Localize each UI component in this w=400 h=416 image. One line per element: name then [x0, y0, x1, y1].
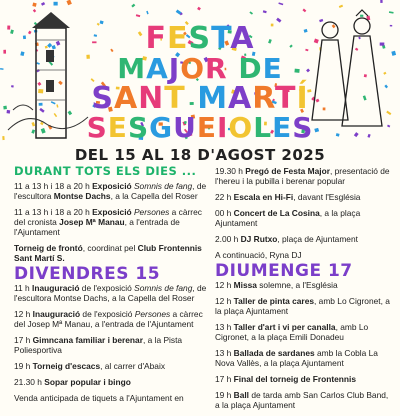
- confetti-piece: [197, 7, 201, 11]
- event-organizer: Montse Dachs: [53, 191, 111, 201]
- event-detail: a càrrec del cronista: [14, 207, 202, 227]
- confetti-piece: [131, 4, 135, 8]
- event-detail: , a la plaça Ajuntament: [215, 208, 361, 228]
- event-work-title: Somnis de fang: [134, 283, 193, 293]
- event-item: [14, 283, 209, 303]
- event-item: [215, 192, 393, 202]
- event-detail: solemne, a l'Església: [256, 280, 338, 290]
- event-title: DJ Rutxo: [240, 234, 278, 244]
- event-item: [215, 166, 393, 186]
- event-detail: , al carrer d'Abaix: [100, 361, 166, 371]
- title-festa: [0, 21, 400, 56]
- event-item: [215, 390, 393, 410]
- event-time: 19.30 h: [215, 166, 246, 176]
- event-title: Torneig d'escacs: [32, 361, 101, 371]
- event-detail: A continuació, Ryna DJ: [215, 250, 302, 260]
- event-item: [215, 208, 393, 228]
- event-time: 19 h: [215, 390, 234, 400]
- event-detail: , amb Lo Cigronet, a la plaça Emili Donadeu: [215, 322, 369, 342]
- event-time: 17 h: [215, 374, 234, 384]
- event-time: 11 a 13 h i 18 a 20 h: [14, 181, 93, 191]
- event-detail: , presentació de l'hereu i la pubilla i berenar popular: [215, 166, 390, 186]
- event-title: Missa: [233, 280, 257, 290]
- event-item: [14, 207, 209, 237]
- event-time: 12 h: [14, 309, 33, 319]
- confetti-piece: [263, 10, 267, 13]
- event-item: [215, 280, 393, 290]
- event-title: Ballada de sardanes: [233, 348, 315, 358]
- title-line-4: SESGUEIOLES: [86, 111, 314, 144]
- event-title: Escala en Hi-Fi: [233, 192, 294, 202]
- event-title: Inauguració: [32, 309, 81, 319]
- event-title: Taller de pinta cares: [233, 296, 315, 306]
- day-16-events-list: [215, 166, 393, 260]
- event-time: 11 h: [14, 283, 33, 293]
- confetti-piece: [54, 2, 58, 6]
- event-title: Torneig de frontó: [14, 243, 83, 253]
- event-item: [14, 335, 209, 355]
- event-work-title: Somnis de fang: [133, 181, 193, 191]
- confetti-piece: [146, 11, 148, 15]
- event-time: 12 h: [215, 280, 234, 290]
- day-15-heading: DIVENDRES 15: [14, 264, 161, 284]
- event-detail: amb la Cobla La Nova Vallès, a la plaça Ajuntament: [215, 348, 378, 368]
- event-item: [14, 377, 209, 387]
- event-time: 2.00 h: [215, 234, 241, 244]
- title-sant-marti: [0, 81, 400, 116]
- event-time: 19 h: [14, 361, 33, 371]
- during-all-days-heading: DURANT TOTS ELS DIES ...: [14, 164, 197, 178]
- event-organizer: Club Frontennis Sant Martí S.: [14, 243, 202, 263]
- confetti-piece: [136, 14, 140, 17]
- event-title: Taller d'art i vi per canalla: [233, 322, 336, 332]
- event-title: Exposició: [92, 207, 134, 217]
- event-detail: , amb Lo Cigronet, a la plaça Ajuntament: [215, 296, 390, 316]
- event-time: 22 h: [215, 192, 234, 202]
- event-detail: , plaça de Ajuntament: [277, 234, 358, 244]
- event-item: [14, 309, 209, 329]
- poster-header: [0, 0, 400, 165]
- confetti-piece: [66, 0, 71, 5]
- title-line-1: FESTA: [145, 21, 255, 56]
- event-item: [215, 296, 393, 316]
- event-detail: , coordinat pel: [82, 243, 138, 253]
- program-right-column: [215, 166, 393, 416]
- event-title: Sopar popular i bingo: [44, 377, 131, 387]
- confetti-piece: [276, 18, 281, 23]
- event-title: Exposició: [92, 181, 134, 191]
- event-time: 13 h: [215, 322, 234, 332]
- event-item: [215, 348, 393, 368]
- event-detail: , de l'escultora Montse Dachs, a la Capella del Roser: [14, 283, 207, 303]
- event-title: Final del torneig de Frontennis: [233, 374, 357, 384]
- event-time: 00 h: [215, 208, 234, 218]
- event-time: 17 h: [14, 335, 33, 345]
- event-time: 12 h: [215, 296, 234, 306]
- event-time: 13 h: [215, 348, 234, 358]
- confetti-piece: [249, 11, 253, 14]
- event-organizer: Josep Mª Manau: [59, 217, 125, 227]
- event-item: [215, 322, 393, 342]
- event-work-title: Persones: [134, 309, 171, 319]
- confetti-piece: [278, 2, 283, 5]
- program-left-column: [14, 166, 209, 409]
- event-item: [14, 361, 209, 371]
- event-title: Inauguració: [32, 283, 80, 293]
- event-title: Ball: [233, 390, 250, 400]
- event-detail: a càrrec del Josep Mª Manau, a l'entrada de l'Ajuntament: [14, 309, 203, 329]
- title-sesgueioles: [0, 111, 400, 144]
- event-detail: de l'exposició: [79, 283, 135, 293]
- title-major-de: [0, 52, 400, 85]
- event-title: Pregó de Festa Major: [245, 166, 330, 176]
- event-detail: , a l'entrada de l'Ajuntament: [14, 217, 180, 237]
- event-time: 11 a 13 h i 18 a 20 h: [14, 207, 93, 217]
- event-detail: , a la Capella del Roser: [110, 191, 198, 201]
- event-detail: de l'exposició: [80, 309, 135, 319]
- day-17-heading: DIUMENGE 17: [215, 261, 353, 281]
- confetti-piece: [32, 3, 36, 7]
- event-detail: de tarda amb San Carlos Club Band, a la plaça Ajuntament: [215, 390, 389, 410]
- during-events-list: [14, 181, 209, 263]
- confetti-piece: [41, 2, 45, 6]
- event-item: [215, 234, 393, 244]
- event-title: Gimncana familiar i berenar: [32, 335, 143, 345]
- confetti-piece: [339, 5, 343, 8]
- event-detail: Venda anticipada de tiquets a l'Ajuntament en: [14, 393, 184, 403]
- day-15-events-list: [14, 283, 209, 403]
- event-item: [14, 393, 209, 403]
- confetti-piece: [380, 0, 382, 3]
- event-detail: , a la Pista Poliesportiva: [14, 335, 183, 355]
- event-item: [215, 250, 393, 260]
- event-item: [14, 181, 209, 201]
- event-item: [14, 243, 209, 263]
- event-detail: , davant l'Església: [293, 192, 361, 202]
- event-time: 21.30 h: [14, 377, 45, 387]
- day-17-events-list: [215, 280, 393, 410]
- title-line-3: SANT MARTÍ: [91, 81, 309, 116]
- event-item: [215, 374, 393, 384]
- event-title: Concert de La Cosina: [233, 208, 320, 218]
- event-detail: , de l'escultora: [14, 181, 207, 201]
- festival-dates: DEL 15 AL 18 D'AGOST 2025: [74, 146, 326, 164]
- event-work-title: Persones: [133, 207, 170, 217]
- title-line-2: MAJOR DE: [117, 52, 283, 85]
